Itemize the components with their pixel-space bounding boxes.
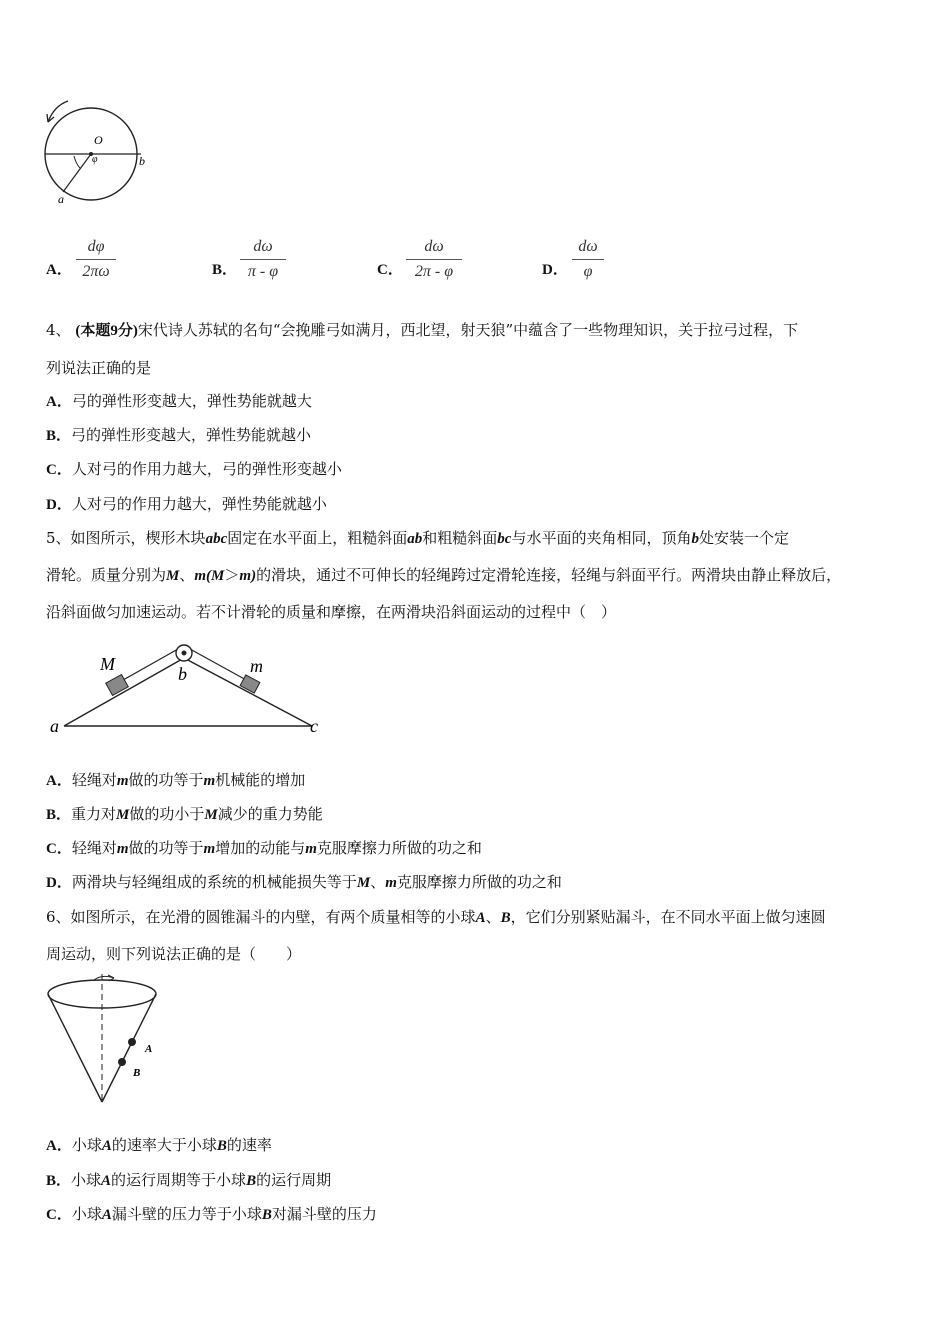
- q5-text: 与水平面的夹角相同，顶角: [511, 529, 692, 547]
- fraction-bar: [240, 259, 286, 260]
- option-var: m: [203, 773, 216, 789]
- var-A: A: [475, 910, 486, 926]
- option-text: 的速率: [226, 1136, 272, 1154]
- q5-number: 5、: [46, 529, 71, 547]
- var-M: M: [211, 568, 225, 584]
- q4-stem-text1: 宋代诗人苏轼的名句“会挽雕弓如满月，西北望，射天狼”中蕴含了一些物理知识，关于拉弓过程，下: [137, 321, 799, 339]
- var-abc: abc: [205, 531, 228, 547]
- label-c: c: [310, 716, 318, 736]
- option-text: 减少的重力势能: [217, 805, 323, 823]
- q6-option-b: [46, 1170, 331, 1191]
- q4-option-b: [46, 425, 311, 446]
- fraction-bar: [572, 259, 604, 260]
- var-M: M: [166, 568, 180, 584]
- q4-stem-line2: 列说法正确的是: [46, 359, 152, 377]
- option-var: m: [116, 841, 129, 857]
- label-b: b: [178, 664, 187, 684]
- q5-stem-line1: [46, 528, 789, 549]
- q3-option-a-fraction: [76, 238, 116, 281]
- q5-text: 、: [179, 566, 195, 584]
- cone-funnel-figure: [44, 972, 174, 1112]
- var-m: m: [194, 568, 207, 584]
- q4-option-a: [46, 391, 312, 412]
- q6-number: 6、: [46, 908, 71, 926]
- wedge-pulley-figure: [44, 640, 334, 740]
- fraction-numerator: dω: [424, 238, 444, 255]
- option-letter: C．: [46, 1207, 72, 1223]
- label-a: a: [50, 716, 59, 736]
- option-var: A: [101, 1173, 112, 1189]
- label-B: B: [133, 1067, 141, 1079]
- var-ab: ab: [407, 531, 423, 547]
- rotating-disk-figure: [38, 96, 158, 206]
- option-letter: A．: [46, 394, 72, 410]
- paren-close: ): [251, 568, 257, 584]
- label-m: m: [250, 656, 263, 676]
- option-var: A: [101, 1138, 112, 1154]
- option-text: 小球: [71, 1171, 102, 1189]
- option-letter: A．: [46, 773, 72, 789]
- q6-stem-line1: [46, 907, 826, 928]
- q5-text: 的滑块，通过不可伸长的轻绳跨过定滑轮连接，轻绳与斜面平行。两滑块由静止释放后，: [256, 566, 842, 584]
- q5-text: 固定在水平面上，粗糙斜面: [227, 529, 408, 547]
- q3-option-d-fraction: [572, 238, 604, 281]
- q6-text: ，它们分别紧贴漏斗，在不同水平面上做匀速圆: [510, 908, 826, 926]
- option-var: B: [246, 1173, 257, 1189]
- option-text: 的运行周期: [256, 1171, 332, 1189]
- q3-option-c-fraction: [406, 238, 462, 281]
- q5-text: 滑轮。质量分别为: [46, 566, 167, 584]
- option-var: m: [305, 841, 317, 857]
- option-var: M: [356, 875, 371, 891]
- option-letter: D．: [46, 497, 72, 513]
- fraction-numerator: dω: [578, 238, 598, 255]
- option-text: 机械能的增加: [215, 771, 306, 789]
- option-var: M: [116, 807, 130, 823]
- q3-option-a-letter: A．: [46, 262, 72, 278]
- q6-text: 如图所示，在光滑的圆锥漏斗的内壁，有两个质量相等的小球: [70, 908, 476, 926]
- option-var: m: [203, 841, 216, 857]
- option-text: 小球: [71, 1205, 102, 1223]
- option-text: 轻绳对: [71, 771, 117, 789]
- var-m: m: [239, 568, 252, 584]
- q3-option-c-letter: C．: [377, 262, 403, 278]
- option-text: 做的功等于: [128, 839, 204, 857]
- option-text: 做的功等于: [128, 771, 204, 789]
- option-text: 轻绳对: [71, 839, 117, 857]
- label-A: A: [145, 1043, 153, 1055]
- q5-option-c: [46, 838, 482, 859]
- q3-option-b-letter: B．: [212, 262, 238, 278]
- q5-text: 如图所示，楔形木块: [70, 529, 206, 547]
- option-var: m: [116, 773, 129, 789]
- fraction-denominator: π - φ: [247, 263, 279, 280]
- q6-option-c: [46, 1204, 377, 1225]
- q5-stem-line3: 沿斜面做匀加速运动。若不计滑轮的质量和摩擦，在两滑块沿斜面运动的过程中（ ）: [46, 603, 617, 621]
- label-o: O: [94, 133, 103, 147]
- option-letter: A．: [46, 1138, 72, 1154]
- q5-text: 处安装一个定: [698, 529, 789, 547]
- label-a: a: [58, 192, 64, 206]
- q5-option-d: [46, 872, 562, 893]
- label-M: M: [100, 654, 115, 674]
- q5-option-a: [46, 770, 305, 791]
- option-text: 的速率大于小球: [111, 1136, 217, 1154]
- var-bc: bc: [497, 531, 512, 547]
- option-text: 人对弓的作用力越大，弓的弹性形变越小: [71, 460, 342, 478]
- option-letter: B．: [46, 807, 72, 823]
- fraction-denominator: φ: [583, 263, 593, 280]
- q6-stem-line2: 周运动，则下列说法正确的是（ ）: [46, 945, 302, 963]
- q6-option-a: [46, 1135, 272, 1156]
- option-text: 做的功小于: [129, 805, 205, 823]
- q4-option-d: [46, 494, 327, 515]
- label-b: b: [139, 154, 145, 168]
- option-text: 克服摩擦力所做的功之和: [316, 839, 482, 857]
- option-text: 增加的动能与: [215, 839, 306, 857]
- option-text: 两滑块与轻绳组成的系统的机械能损失等于: [71, 873, 357, 891]
- gt-sign: ＞: [224, 566, 240, 584]
- option-text: 的运行周期等于小球: [111, 1171, 247, 1189]
- q4-header: (本题9分): [75, 323, 138, 339]
- var-B: B: [500, 910, 511, 926]
- var-b: b: [691, 531, 699, 547]
- option-letter: B．: [46, 1173, 72, 1189]
- option-var: A: [101, 1207, 112, 1223]
- option-letter: B．: [46, 428, 72, 444]
- option-text: 人对弓的作用力越大，弹性势能就越小: [71, 495, 327, 513]
- fraction-denominator: 2π - φ: [414, 263, 454, 280]
- option-text: 重力对: [71, 805, 117, 823]
- label-phi: φ: [92, 154, 98, 165]
- option-letter: C．: [46, 841, 72, 857]
- fraction-bar: [76, 259, 116, 260]
- q4-number: 4、: [46, 321, 71, 339]
- option-letter: C．: [46, 462, 72, 478]
- q3-option-d-letter: D．: [542, 262, 568, 278]
- q3-option-b-fraction: [240, 238, 286, 281]
- option-text: 克服摩擦力所做的功之和: [396, 873, 562, 891]
- fraction-denominator: 2πω: [82, 263, 110, 280]
- option-text: 弓的弹性形变越大，弹性势能就越大: [71, 392, 312, 410]
- option-var: B: [261, 1207, 272, 1223]
- q5-text: 和粗糙斜面: [422, 529, 498, 547]
- q5-option-b: [46, 804, 323, 825]
- paren-open: (: [206, 568, 212, 584]
- option-text: 漏斗壁的压力等于小球: [111, 1205, 262, 1223]
- option-letter: D．: [46, 875, 72, 891]
- q5-stem-line2: [46, 565, 841, 586]
- q6-text: 、: [485, 908, 501, 926]
- option-text: 、: [370, 873, 386, 891]
- q4-stem-line1: [46, 320, 798, 341]
- fraction-bar: [406, 259, 462, 260]
- option-text: 弓的弹性形变越大，弹性势能就越小: [71, 426, 312, 444]
- option-text: 对漏斗壁的压力: [271, 1205, 377, 1223]
- fraction-numerator: dω: [253, 238, 273, 255]
- option-var: m: [385, 875, 397, 891]
- option-var: B: [216, 1138, 227, 1154]
- option-text: 小球: [71, 1136, 102, 1154]
- option-var: M: [204, 807, 218, 823]
- q4-option-c: [46, 459, 342, 480]
- fraction-numerator: dφ: [87, 238, 105, 255]
